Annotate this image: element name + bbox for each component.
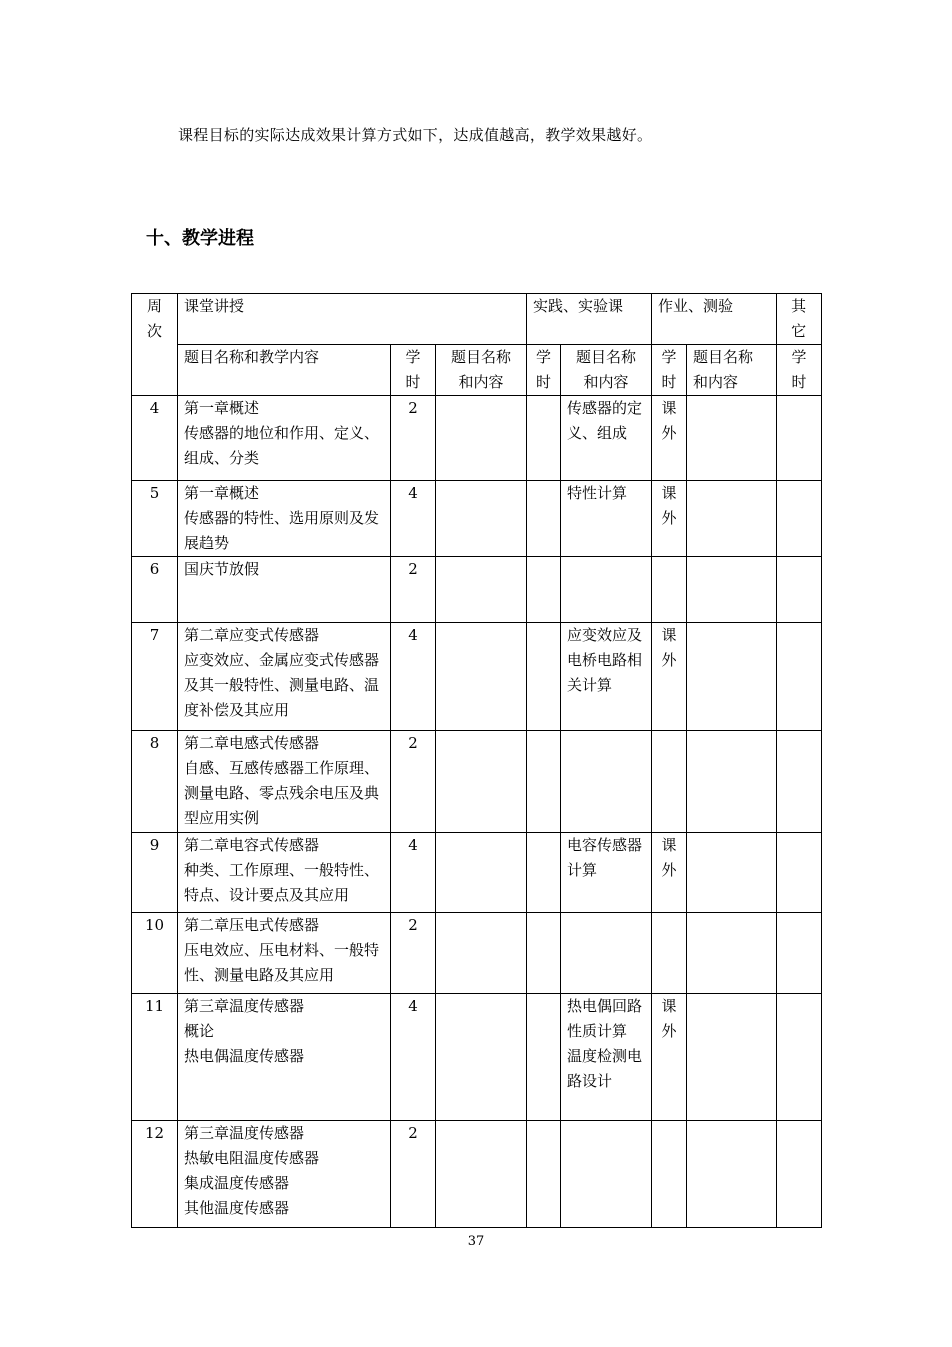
hours-cell: 4 bbox=[391, 623, 436, 731]
week-cell: 5 bbox=[132, 481, 178, 557]
table-row bbox=[132, 913, 822, 994]
other-cell bbox=[687, 913, 777, 994]
hours-cell: 4 bbox=[391, 833, 436, 913]
homework-cell bbox=[561, 913, 652, 994]
table-row bbox=[132, 481, 822, 557]
other-hours-cell bbox=[777, 833, 822, 913]
practice-hours-cell bbox=[527, 557, 561, 623]
week-cell: 8 bbox=[132, 731, 178, 833]
week-cell: 7 bbox=[132, 623, 178, 731]
section-heading: 十、教学进程 bbox=[146, 228, 254, 249]
week-cell: 11 bbox=[132, 994, 178, 1121]
week-cell: 12 bbox=[132, 1121, 178, 1228]
practice-hours-cell bbox=[527, 833, 561, 913]
content-cell: 第二章应变式传感器 应变效应、金属应变式传感器及其一般特性、测量电路、温度补偿及其应用 bbox=[178, 623, 391, 731]
homework-hours-cell bbox=[652, 557, 687, 623]
header-practice-topic: 题目名称 和内容 bbox=[436, 345, 527, 396]
header-hours: 学 时 bbox=[391, 345, 436, 396]
hours-cell: 4 bbox=[391, 481, 436, 557]
practice-hours-cell bbox=[527, 481, 561, 557]
header-topic: 题目名称和教学内容 bbox=[178, 345, 391, 396]
homework-hours-cell: 课 外 bbox=[652, 623, 687, 731]
other-hours-cell bbox=[777, 623, 822, 731]
practice-cell bbox=[436, 1121, 527, 1228]
other-cell bbox=[687, 994, 777, 1121]
week-cell: 9 bbox=[132, 833, 178, 913]
other-hours-cell bbox=[777, 1121, 822, 1228]
practice-hours-cell bbox=[527, 994, 561, 1121]
other-hours-cell bbox=[777, 396, 822, 481]
header-other-topic: 题目名称 和内容 bbox=[687, 345, 777, 396]
practice-hours-cell bbox=[527, 396, 561, 481]
header-other: 其它 bbox=[777, 294, 822, 345]
practice-cell bbox=[436, 396, 527, 481]
homework-hours-cell: 课 外 bbox=[652, 833, 687, 913]
homework-cell: 特性计算 bbox=[561, 481, 652, 557]
practice-hours-cell bbox=[527, 1121, 561, 1228]
content-cell: 国庆节放假 bbox=[178, 557, 391, 623]
table-row bbox=[132, 731, 822, 833]
hours-cell: 2 bbox=[391, 913, 436, 994]
other-cell bbox=[687, 833, 777, 913]
other-cell bbox=[687, 731, 777, 833]
other-hours-cell bbox=[777, 557, 822, 623]
table-row bbox=[132, 396, 822, 481]
content-cell: 第三章温度传感器 概论 热电偶温度传感器 bbox=[178, 994, 391, 1121]
homework-hours-cell bbox=[652, 731, 687, 833]
header-practice-hours: 学 时 bbox=[527, 345, 561, 396]
table-row bbox=[132, 623, 822, 731]
other-hours-cell bbox=[777, 913, 822, 994]
practice-cell bbox=[436, 994, 527, 1121]
practice-hours-cell bbox=[527, 731, 561, 833]
other-cell bbox=[687, 1121, 777, 1228]
week-cell: 4 bbox=[132, 396, 178, 481]
week-cell: 10 bbox=[132, 913, 178, 994]
teaching-schedule-table bbox=[131, 293, 822, 1228]
practice-cell bbox=[436, 913, 527, 994]
content-cell: 第三章温度传感器 热敏电阻温度传感器 集成温度传感器 其他温度传感器 bbox=[178, 1121, 391, 1228]
page-number: 37 bbox=[467, 1234, 485, 1249]
practice-cell bbox=[436, 833, 527, 913]
hours-cell: 2 bbox=[391, 731, 436, 833]
other-cell bbox=[687, 623, 777, 731]
homework-cell bbox=[561, 1121, 652, 1228]
table-row bbox=[132, 1121, 822, 1228]
hours-cell: 2 bbox=[391, 1121, 436, 1228]
header-lecture: 课堂讲授 bbox=[178, 294, 527, 345]
other-hours-cell bbox=[777, 481, 822, 557]
intro-paragraph: 课程目标的实际达成效果计算方式如下，达成值越高，教学效果越好。 bbox=[178, 126, 653, 144]
header-homework-hours: 学 时 bbox=[652, 345, 687, 396]
homework-hours-cell: 课 外 bbox=[652, 396, 687, 481]
hours-cell: 2 bbox=[391, 396, 436, 481]
table-row bbox=[132, 994, 822, 1121]
homework-hours-cell bbox=[652, 913, 687, 994]
header-week: 周 次 bbox=[132, 294, 178, 396]
homework-cell: 电容传感器计算 bbox=[561, 833, 652, 913]
content-cell: 第一章概述 传感器的特性、选用原则及发展趋势 bbox=[178, 481, 391, 557]
practice-cell bbox=[436, 557, 527, 623]
homework-hours-cell: 课 外 bbox=[652, 481, 687, 557]
content-cell: 第二章电感式传感器 自感、互感传感器工作原理、测量电路、零点残余电压及典型应用实例 bbox=[178, 731, 391, 833]
homework-hours-cell: 课 外 bbox=[652, 994, 687, 1121]
homework-cell: 热电偶回路性质计算 温度检测电路设计 bbox=[561, 994, 652, 1121]
content-cell: 第二章压电式传感器 压电效应、压电材料、一般特性、测量电路及其应用 bbox=[178, 913, 391, 994]
practice-hours-cell bbox=[527, 913, 561, 994]
other-cell bbox=[687, 481, 777, 557]
week-cell: 6 bbox=[132, 557, 178, 623]
header-practice: 实践、实验课 bbox=[527, 294, 652, 345]
other-cell bbox=[687, 557, 777, 623]
other-hours-cell bbox=[777, 731, 822, 833]
homework-cell bbox=[561, 557, 652, 623]
practice-hours-cell bbox=[527, 623, 561, 731]
practice-cell bbox=[436, 481, 527, 557]
homework-cell bbox=[561, 731, 652, 833]
content-cell: 第一章概述 传感器的地位和作用、定义、组成、分类 bbox=[178, 396, 391, 481]
header-other-hours: 学 时 bbox=[777, 345, 822, 396]
homework-cell: 应变效应及电桥电路相关计算 bbox=[561, 623, 652, 731]
table-row bbox=[132, 833, 822, 913]
hours-cell: 2 bbox=[391, 557, 436, 623]
other-cell bbox=[687, 396, 777, 481]
homework-hours-cell bbox=[652, 1121, 687, 1228]
practice-cell bbox=[436, 731, 527, 833]
table-row bbox=[132, 557, 822, 623]
header-homework: 作业、测验 bbox=[652, 294, 777, 345]
hours-cell: 4 bbox=[391, 994, 436, 1121]
homework-cell: 传感器的定义、组成 bbox=[561, 396, 652, 481]
content-cell: 第二章电容式传感器 种类、工作原理、一般特性、特点、设计要点及其应用 bbox=[178, 833, 391, 913]
other-hours-cell bbox=[777, 994, 822, 1121]
header-homework-topic: 题目名称 和内容 bbox=[561, 345, 652, 396]
practice-cell bbox=[436, 623, 527, 731]
